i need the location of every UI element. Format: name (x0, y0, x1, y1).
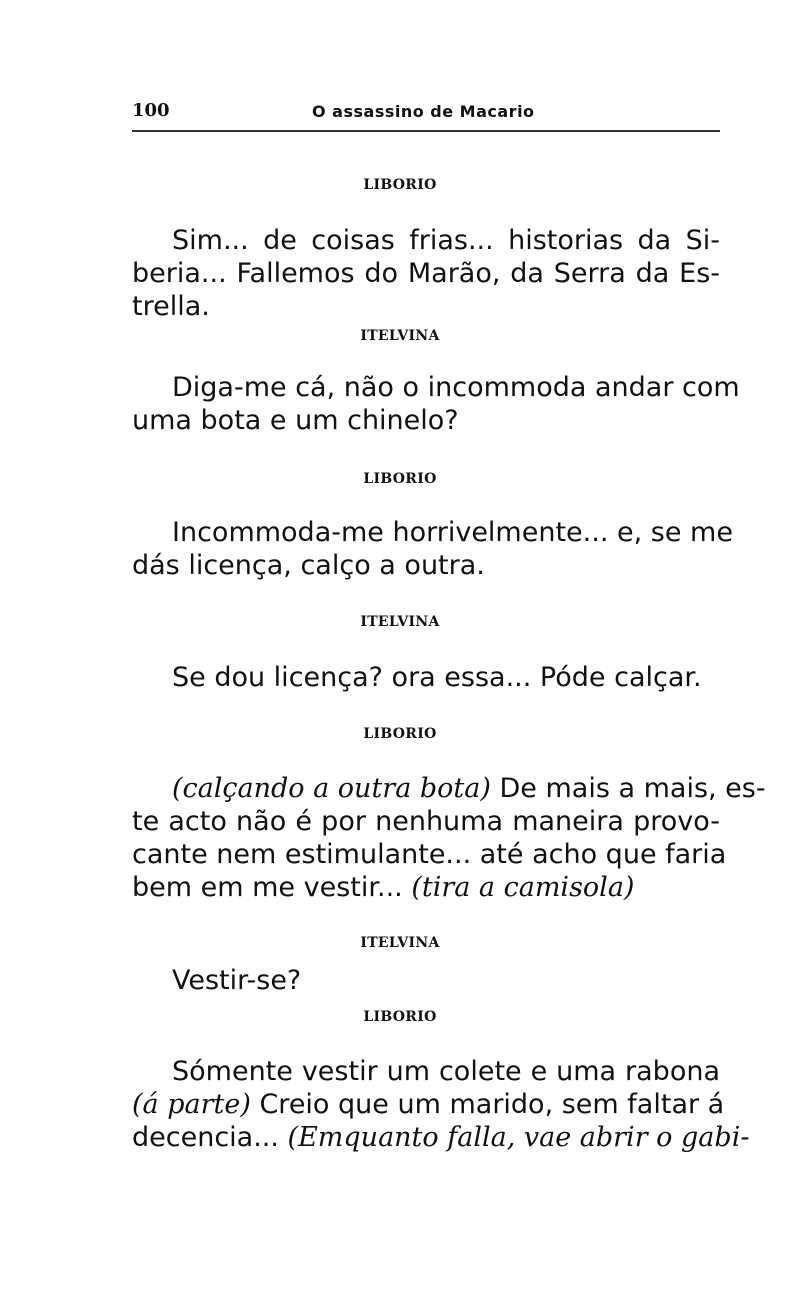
stage-direction: (calçando a outra bota) (172, 773, 491, 804)
speaker-name: ITELVINA (360, 328, 440, 344)
speech-line: Se dou licença? ora essa... Póde calçar. (172, 662, 702, 693)
page-header (132, 100, 720, 130)
speech-text: Creio que um marido, sem faltar á (250, 1089, 725, 1120)
speech-line: Incommoda-me horrivelmente... e, se me (172, 517, 733, 548)
speech-paragraph (132, 224, 720, 323)
speech-line: beria... Fallemos do Marão, da Serra da Es- (132, 258, 720, 289)
speech-line (132, 772, 766, 805)
stage-direction: (á parte) (132, 1089, 251, 1120)
speech-line: Sómente vestir um colete e uma rabona (172, 1056, 720, 1087)
speech-paragraph (132, 1055, 750, 1154)
speech-line: Diga-me cá, não o incommoda andar com (172, 372, 740, 403)
speech-line: te acto não é por nenhuma maneira provo- (132, 806, 720, 837)
speaker-name: LIBORIO (363, 177, 437, 193)
speaker-name: ITELVINA (360, 614, 440, 630)
speaker-name: LIBORIO (363, 471, 437, 487)
speaker-name: LIBORIO (363, 726, 437, 742)
speech-line: Vestir-se? (172, 965, 302, 996)
speaker-name: LIBORIO (363, 1009, 437, 1025)
stage-direction: (tira a camisola) (411, 872, 635, 903)
speech-paragraph (132, 964, 720, 997)
speech-paragraph (132, 371, 740, 437)
speech-text: decencia... (132, 1122, 288, 1153)
speech-text: bem em me vestir... (132, 872, 412, 903)
stage-direction: (Emquanto falla, vae abrir o gabi- (287, 1122, 750, 1153)
speech-line: Sim... de coisas frias... historias da Si- (172, 225, 720, 256)
speech-line (132, 1088, 725, 1121)
speaker-name: ITELVINA (360, 935, 440, 951)
header-rule (132, 130, 720, 132)
speech-line: dás licença, calço a outra. (132, 550, 485, 581)
speech-paragraph (132, 516, 733, 582)
speech-paragraph (132, 661, 720, 694)
speech-text: De mais a mais, es- (490, 773, 766, 804)
running-title: O assassino de Macario (312, 102, 535, 121)
speech-line: uma bota e um chinelo? (132, 405, 459, 436)
speech-paragraph (132, 772, 766, 904)
speech-line: cante nem estimulante... até acho que faria (132, 839, 727, 870)
speech-line (132, 871, 720, 904)
speech-line (132, 1121, 750, 1154)
speech-line: trella. (132, 291, 210, 322)
page-number: 100 (132, 100, 170, 121)
